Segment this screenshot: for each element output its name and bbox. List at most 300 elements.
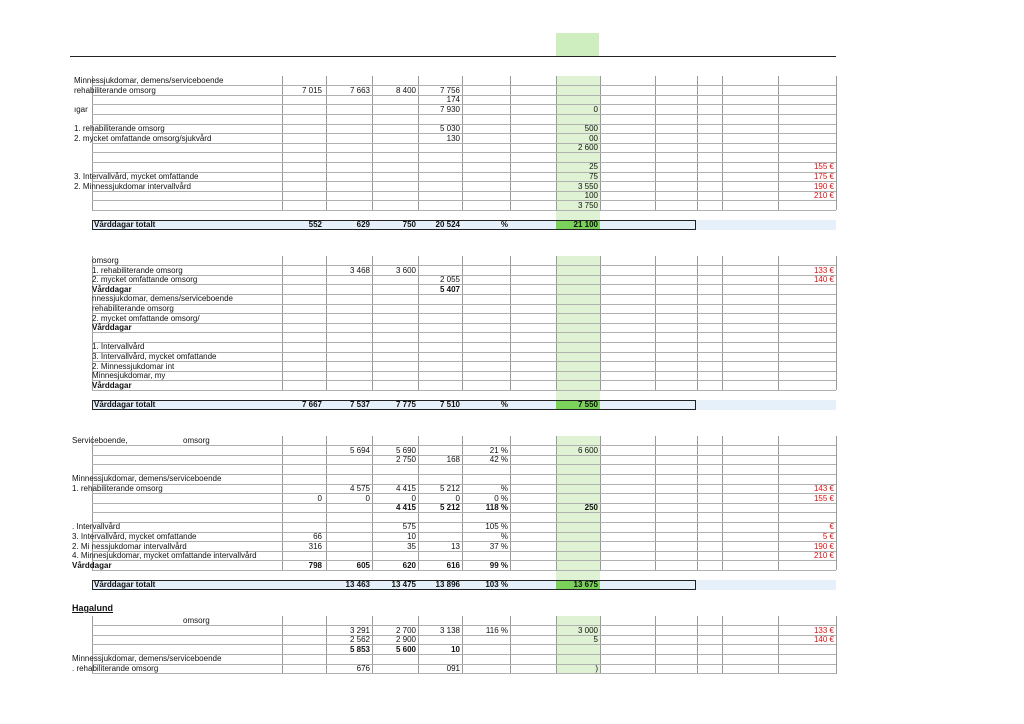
value-cell [416, 342, 460, 351]
price-cell: 5 € [822, 532, 834, 541]
value-cell [464, 381, 508, 390]
value-cell [554, 645, 598, 654]
value-cell [278, 172, 322, 181]
value-cell [278, 436, 322, 445]
value-cell [372, 124, 416, 133]
value-cell: 2 900 [395, 635, 416, 645]
value-cell [464, 635, 508, 644]
row-label: nnessjukdomar, demens/serviceboende [92, 294, 233, 304]
row-label-extra: omsorg [183, 436, 210, 445]
total-value: 103 % [485, 580, 508, 589]
value-cell [372, 371, 416, 380]
value-cell [554, 352, 598, 361]
value-cell: 0 [593, 104, 598, 114]
value-cell: 091 [446, 664, 460, 673]
total-label: Vårddagar totalt [94, 220, 156, 229]
grid-vline [836, 256, 837, 390]
row-label: rehabiliterande omsorg [74, 85, 156, 95]
price-cell: € [829, 522, 834, 532]
value-cell [464, 436, 508, 445]
value-cell [326, 124, 370, 133]
value-cell [416, 314, 460, 323]
value-cell: 37 % [489, 541, 508, 551]
value-cell [554, 522, 598, 531]
total-value: 7 537 [349, 400, 370, 409]
row-label: 2. Minnessjukdomar intervallvård [74, 181, 191, 191]
value-cell [554, 285, 598, 294]
value-cell [278, 484, 322, 493]
value-cell [416, 532, 460, 541]
value-cell [464, 172, 508, 181]
value-cell: 174 [446, 95, 460, 105]
price-cell: 190 € [813, 541, 834, 551]
row-label: . rehabiliterande omsorg [72, 664, 159, 673]
grid-vline [836, 616, 837, 674]
value-cell [416, 522, 460, 531]
price-cell: 140 € [813, 275, 834, 285]
total-value: 20 524 [435, 220, 460, 229]
value-cell [372, 114, 416, 123]
value-cell [326, 153, 370, 162]
value-cell [554, 381, 598, 390]
value-cell [278, 275, 322, 284]
row-label: 2. Minnessjukdomar int [92, 361, 175, 371]
value-cell [554, 76, 598, 85]
value-cell [372, 134, 416, 143]
value-cell: 35 [407, 541, 416, 551]
total-label: Vårddagar totalt [94, 400, 156, 409]
value-cell [278, 474, 322, 483]
price-cell: 190 € [813, 181, 834, 191]
total-value [278, 580, 322, 589]
value-cell [326, 172, 370, 181]
value-cell [554, 436, 598, 445]
value-cell [278, 513, 322, 522]
row-label: Minnessjukdomar, demens/serviceboende [74, 76, 224, 85]
row-label: . Intervallvård [72, 522, 121, 532]
value-cell [278, 304, 322, 313]
row-label: ıgar [74, 104, 88, 114]
value-cell [278, 162, 322, 171]
value-cell: 75 [589, 172, 598, 181]
value-cell [554, 314, 598, 323]
value-cell: 4 415 [395, 484, 416, 493]
value-cell [554, 494, 598, 503]
value-cell [464, 513, 508, 522]
value-cell [372, 314, 416, 323]
value-cell [278, 256, 322, 265]
value-cell: 250 [584, 503, 598, 513]
value-cell: 99 % [489, 560, 508, 570]
value-cell [416, 143, 460, 152]
value-cell [554, 95, 598, 104]
value-cell [464, 275, 508, 284]
value-cell [278, 522, 322, 531]
value-cell [278, 153, 322, 162]
value-cell [416, 76, 460, 85]
value-cell [326, 191, 370, 200]
value-cell: 5 690 [395, 445, 416, 455]
value-cell [416, 191, 460, 200]
value-cell: 7 663 [349, 85, 370, 95]
row-label: 3. Intervallvård, mycket omfattande [72, 532, 197, 541]
value-cell [326, 616, 370, 625]
value-cell: 5 600 [395, 644, 416, 654]
value-cell [372, 153, 416, 162]
value-cell [372, 342, 416, 351]
value-cell: 3 600 [395, 265, 416, 275]
price-cell: 140 € [813, 635, 834, 645]
value-cell [554, 304, 598, 313]
value-cell: 0 [365, 493, 370, 503]
value-cell [326, 114, 370, 123]
value-cell: 616 [446, 560, 460, 570]
value-cell [278, 95, 322, 104]
value-cell [554, 654, 598, 663]
value-cell [326, 654, 370, 663]
value-cell: 2 600 [577, 143, 598, 153]
value-cell [416, 182, 460, 191]
value-cell: 0 % [494, 493, 508, 503]
value-cell [278, 76, 322, 85]
value-cell: 3 468 [349, 265, 370, 275]
value-cell: 3 138 [439, 625, 460, 635]
value-cell: 2 750 [395, 455, 416, 465]
total-value: 7 550 [577, 400, 598, 409]
value-cell [278, 352, 322, 361]
grid-hline [92, 673, 836, 674]
value-cell: 10 [451, 644, 460, 654]
row-label: Serviceboende, [72, 436, 128, 445]
value-cell: 4 575 [349, 484, 370, 493]
value-cell [326, 513, 370, 522]
value-cell [416, 162, 460, 171]
row-label: Vårddagar [92, 380, 132, 390]
value-cell [464, 201, 508, 210]
value-cell [416, 381, 460, 390]
total-value: 21 100 [573, 220, 598, 229]
value-cell [326, 285, 370, 294]
value-cell: 605 [356, 560, 370, 570]
row-label: Minnesjukdomar, my [92, 371, 166, 381]
value-cell [326, 105, 370, 114]
value-cell: % [500, 532, 508, 541]
value-cell [416, 352, 460, 361]
value-cell [326, 162, 370, 171]
total-value: 7 775 [395, 400, 416, 409]
value-cell [278, 314, 322, 323]
value-cell [372, 654, 416, 663]
value-cell [326, 474, 370, 483]
value-cell [326, 436, 370, 445]
value-cell [278, 114, 322, 123]
value-cell [326, 256, 370, 265]
value-cell: 5 030 [439, 124, 460, 133]
value-cell [554, 455, 598, 464]
value-cell [326, 323, 370, 332]
row-label: Minnessjukdomar, demens/serviceboende [72, 654, 222, 664]
grid-vline [836, 76, 837, 210]
total-value: 13 896 [435, 580, 460, 589]
row-label: 4. Minnesjukdomar, mycket omfattande intervallvård [72, 551, 257, 561]
value-cell: 25 [589, 162, 598, 172]
value-cell [278, 285, 322, 294]
value-cell [372, 352, 416, 361]
value-cell: 5 694 [349, 445, 370, 455]
value-cell [464, 474, 508, 483]
value-cell: 0 [317, 493, 322, 503]
value-cell: 3 291 [349, 625, 370, 635]
value-cell: 5 853 [349, 644, 370, 654]
value-cell [278, 134, 322, 143]
value-cell [464, 645, 508, 654]
value-cell [372, 323, 416, 332]
value-cell [554, 371, 598, 380]
value-cell: 798 [308, 560, 322, 570]
value-cell [464, 95, 508, 104]
value-cell: 42 % [489, 455, 508, 465]
value-cell: 7 015 [301, 85, 322, 95]
value-cell: 5 407 [439, 284, 460, 294]
value-cell [326, 522, 370, 531]
value-cell [372, 105, 416, 114]
value-cell [416, 172, 460, 181]
value-cell [278, 342, 322, 351]
value-cell: 3 750 [577, 200, 598, 210]
value-cell: 66 [313, 532, 322, 541]
value-cell [464, 333, 508, 342]
value-cell [416, 304, 460, 313]
value-cell [326, 542, 370, 551]
value-cell: 100 [584, 191, 598, 201]
value-cell [278, 266, 322, 275]
value-cell [464, 342, 508, 351]
row-label: Vårddagar [92, 284, 132, 294]
value-cell [372, 513, 416, 522]
value-cell [326, 201, 370, 210]
value-cell: 500 [584, 124, 598, 133]
value-cell [372, 162, 416, 171]
value-cell [326, 95, 370, 104]
price-cell: 155 € [813, 162, 834, 172]
value-cell [464, 256, 508, 265]
value-cell [554, 342, 598, 351]
value-cell [464, 153, 508, 162]
row-label: 1. Intervallvård [92, 342, 145, 352]
value-cell [416, 323, 460, 332]
section-title: Hagalund [72, 603, 114, 613]
total-value: 629 [356, 220, 370, 229]
value-cell: % [500, 484, 508, 493]
value-cell [416, 446, 460, 455]
value-cell [278, 201, 322, 210]
value-cell [326, 455, 370, 464]
value-cell [554, 256, 598, 265]
value-cell [278, 645, 322, 654]
price-cell: 175 € [813, 172, 834, 181]
value-cell [464, 654, 508, 663]
value-cell [464, 362, 508, 371]
price-cell: 210 € [813, 551, 834, 561]
value-cell [372, 333, 416, 342]
value-cell [416, 294, 460, 303]
value-cell [372, 182, 416, 191]
price-cell: 143 € [813, 484, 834, 493]
value-cell [464, 352, 508, 361]
value-cell [464, 162, 508, 171]
value-cell [372, 381, 416, 390]
value-cell [278, 191, 322, 200]
value-cell: 105 % [485, 522, 508, 532]
value-cell [372, 201, 416, 210]
value-cell [372, 465, 416, 474]
value-cell [278, 503, 322, 512]
row-label: Vårddagar [92, 323, 132, 333]
total-label: Vårddagar totalt [94, 580, 156, 589]
value-cell: 3 000 [577, 625, 598, 635]
value-cell: 7 756 [439, 85, 460, 95]
value-cell [326, 532, 370, 541]
value-cell: 676 [356, 664, 370, 673]
value-cell [464, 143, 508, 152]
value-cell [464, 465, 508, 474]
value-cell [278, 635, 322, 644]
value-cell [464, 76, 508, 85]
value-cell [416, 616, 460, 625]
value-cell [464, 304, 508, 313]
value-cell [326, 143, 370, 152]
value-cell [326, 381, 370, 390]
row-label-extra: omsorg [183, 616, 210, 625]
row-label: 3. Intervallvård, mycket omfattande [74, 172, 199, 181]
value-cell [372, 362, 416, 371]
value-cell [326, 503, 370, 512]
value-cell: 168 [446, 455, 460, 465]
value-cell [372, 285, 416, 294]
total-value: 13 475 [391, 580, 416, 589]
value-cell [464, 266, 508, 275]
value-cell [278, 105, 322, 114]
value-cell [278, 664, 322, 673]
value-cell [326, 76, 370, 85]
value-cell [464, 294, 508, 303]
value-cell: 5 [593, 635, 598, 645]
value-cell [464, 551, 508, 560]
value-cell [326, 371, 370, 380]
row-label: 3. Intervallvård, mycket omfattande [92, 352, 217, 361]
row-label: 2. mycket omfattande omsorg/sjukvård [74, 133, 212, 143]
value-cell [372, 76, 416, 85]
value-cell [372, 294, 416, 303]
value-cell: 620 [402, 560, 416, 570]
value-cell: 130 [446, 133, 460, 143]
value-cell [372, 474, 416, 483]
value-cell [554, 513, 598, 522]
value-cell: 00 [589, 133, 598, 143]
value-cell [326, 342, 370, 351]
value-cell [278, 323, 322, 332]
value-cell [416, 114, 460, 123]
value-cell [416, 474, 460, 483]
total-value: 7 667 [301, 400, 322, 409]
value-cell [372, 664, 416, 673]
row-label: rehabiliterande omsorg [92, 304, 174, 313]
value-cell [372, 436, 416, 445]
value-cell [278, 333, 322, 342]
total-value: 552 [308, 220, 322, 229]
value-cell: 316 [308, 541, 322, 551]
value-cell: 4 415 [395, 503, 416, 513]
value-cell: 8 400 [395, 85, 416, 95]
value-cell [278, 371, 322, 380]
grid-hline [92, 570, 836, 571]
value-cell [278, 654, 322, 663]
value-cell [372, 551, 416, 560]
value-cell [416, 333, 460, 342]
value-cell [554, 86, 598, 95]
value-cell [416, 436, 460, 445]
value-cell [416, 551, 460, 560]
value-cell [326, 275, 370, 284]
value-cell [554, 551, 598, 560]
value-cell [416, 635, 460, 644]
value-cell: 0 [455, 493, 460, 503]
value-cell: 13 [451, 541, 460, 551]
grid-vline [836, 436, 837, 570]
value-cell [326, 134, 370, 143]
row-label: 2. Mi nessjukdomar intervallvård [72, 541, 187, 551]
value-cell: 5 212 [439, 503, 460, 513]
total-value: 13 675 [573, 580, 598, 589]
value-cell [326, 304, 370, 313]
value-cell [416, 371, 460, 380]
row-label: 2. mycket omfattande omsorg/ [92, 313, 200, 323]
value-cell [554, 266, 598, 275]
value-cell: ) [595, 664, 598, 673]
value-cell [416, 256, 460, 265]
value-cell [372, 304, 416, 313]
value-cell [554, 465, 598, 474]
value-cell [554, 362, 598, 371]
row-label: 1. rehabiliterande omsorg [72, 484, 163, 493]
value-cell [554, 616, 598, 625]
value-cell [554, 474, 598, 483]
value-cell [416, 201, 460, 210]
value-cell: 2 055 [439, 275, 460, 285]
price-cell: 133 € [813, 265, 834, 275]
value-cell [464, 323, 508, 332]
value-cell: 2 700 [395, 625, 416, 635]
value-cell [372, 616, 416, 625]
value-cell [326, 551, 370, 560]
value-cell: 0 [411, 493, 416, 503]
value-cell [278, 455, 322, 464]
row-label: Minnessjukdomar, demens/serviceboende [72, 474, 222, 484]
value-cell [278, 362, 322, 371]
value-cell [278, 294, 322, 303]
value-cell [416, 513, 460, 522]
total-value: 13 463 [345, 580, 370, 589]
value-cell [326, 362, 370, 371]
row-label: omsorg [92, 256, 119, 265]
price-cell: 210 € [813, 191, 834, 201]
value-cell [416, 654, 460, 663]
value-cell [554, 153, 598, 162]
value-cell [554, 561, 598, 570]
value-cell [416, 465, 460, 474]
value-cell [278, 465, 322, 474]
price-cell: 155 € [813, 493, 834, 503]
